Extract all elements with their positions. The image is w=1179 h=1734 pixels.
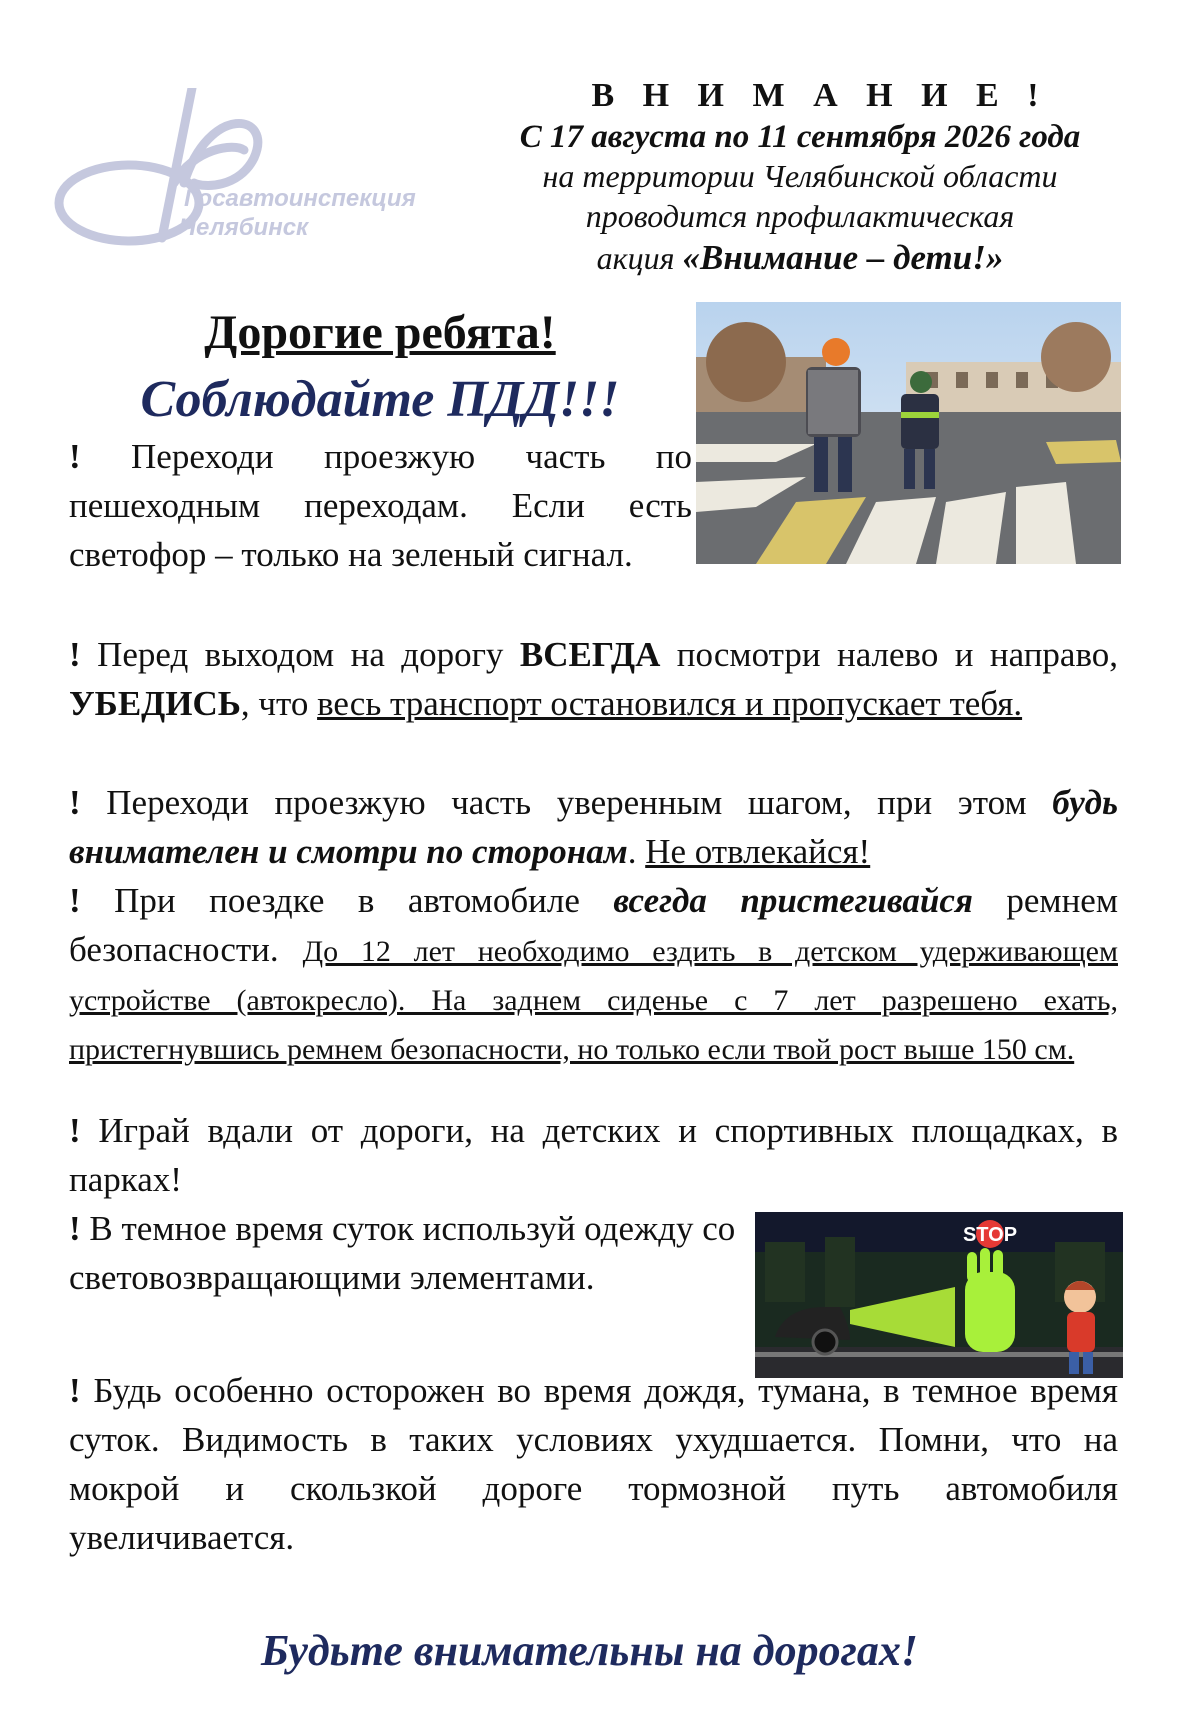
bullet-mark: ! bbox=[69, 1371, 81, 1410]
rule-text: При поездке в автомобиле bbox=[114, 881, 614, 920]
rule-text: Переходи проезжую часть уверенным шагом, при этом bbox=[106, 783, 1053, 822]
rule-look-both-ways bbox=[69, 630, 1118, 728]
gai-logo bbox=[44, 88, 464, 268]
rule-text: Играй вдали от дороги, на детских и спортивных площадках, в парках! bbox=[69, 1111, 1118, 1199]
bullet-mark: ! bbox=[69, 1209, 81, 1248]
rule-text: посмотри налево и направо, bbox=[660, 635, 1119, 674]
campaign-dates: С 17 августа по 11 сентября 2026 года bbox=[519, 118, 1081, 155]
campaign-name: «Внимание – дети!» bbox=[682, 237, 1004, 277]
attention-line-3-prefix: акция bbox=[596, 239, 683, 276]
attention-heading: В Н И М А Н И Е ! bbox=[591, 77, 1049, 114]
footer-slogan: Будьте внимательны на дорогах! bbox=[261, 1626, 918, 1675]
rule-seat-belt bbox=[69, 876, 1118, 1072]
logo-line2: Челябинск bbox=[179, 214, 309, 241]
slogan-heading: Соблюдайте ПДД!!! bbox=[140, 371, 620, 428]
bullet-mark: ! bbox=[69, 635, 81, 674]
rule-play-away bbox=[69, 1106, 1118, 1204]
bullet-mark: ! bbox=[69, 881, 81, 920]
child-seat-note: До 12 лет необходимо ездить в детском удерживающем устройстве (автокресло). На заднем сиденье с 7 лет разрешено ехать, пристегнувшись ремнем безопасности, но только если твой рост выше 150 см. bbox=[69, 935, 1118, 1066]
emphasis-always: ВСЕГДА bbox=[519, 635, 661, 674]
children-crossing-photo bbox=[696, 302, 1121, 564]
rule-text: . bbox=[627, 832, 646, 871]
rule-text: В темное время суток используй одежду со световозвращающими элементами. bbox=[69, 1209, 736, 1297]
bullet-mark: ! bbox=[69, 783, 81, 822]
bullet-mark: ! bbox=[69, 1111, 81, 1150]
stop-sign-text: STOP bbox=[962, 1224, 1018, 1246]
rule-crosswalk bbox=[69, 432, 692, 579]
greeting-heading: Дорогие ребята! bbox=[204, 306, 556, 359]
underlined-text: Не отвлекайся! bbox=[645, 832, 871, 871]
emphasis-buckle-up: всегда пристегивайся bbox=[613, 881, 973, 920]
stop-reflector-illustration bbox=[755, 1212, 1123, 1378]
rule-bad-weather bbox=[69, 1366, 1118, 1562]
underlined-text: весь транспорт остановился и пропускает тебя. bbox=[317, 684, 1023, 723]
rule-text: Перед выходом на дорогу bbox=[97, 635, 520, 674]
emphasis-be-attentive: будь внимателен и смотри по сторонам bbox=[69, 783, 1118, 871]
rule-confident-step bbox=[69, 778, 1118, 876]
gai-emblem-icon bbox=[44, 88, 464, 268]
bullet-mark: ! bbox=[69, 437, 81, 476]
attention-block bbox=[460, 78, 1140, 276]
rule-text: Будь особенно осторожен во время дождя, тумана, в темное время суток. Видимость в таких условиях ухудшается. Помни, что на мокрой и скользкой дороге тормозной путь автомобиля увеличивается. bbox=[69, 1371, 1119, 1557]
attention-line-1: на территории Челябинской области bbox=[542, 158, 1058, 195]
rule-text: ремнем безопасности. bbox=[69, 881, 1118, 969]
rule-crosswalk-text: Переходи проезжую часть по пешеходным переходам. Если есть светофор – только на зеленый сигнал. bbox=[69, 437, 693, 574]
rule-reflective-clothing bbox=[69, 1204, 749, 1302]
attention-line-2: проводится профилактическая bbox=[585, 197, 1015, 234]
logo-line1: Госавтоинспекция bbox=[184, 185, 416, 212]
rule-text: , что bbox=[240, 684, 318, 723]
attention-line-3 bbox=[460, 237, 1140, 277]
emphasis-make-sure: УБЕДИСЬ bbox=[69, 684, 241, 723]
